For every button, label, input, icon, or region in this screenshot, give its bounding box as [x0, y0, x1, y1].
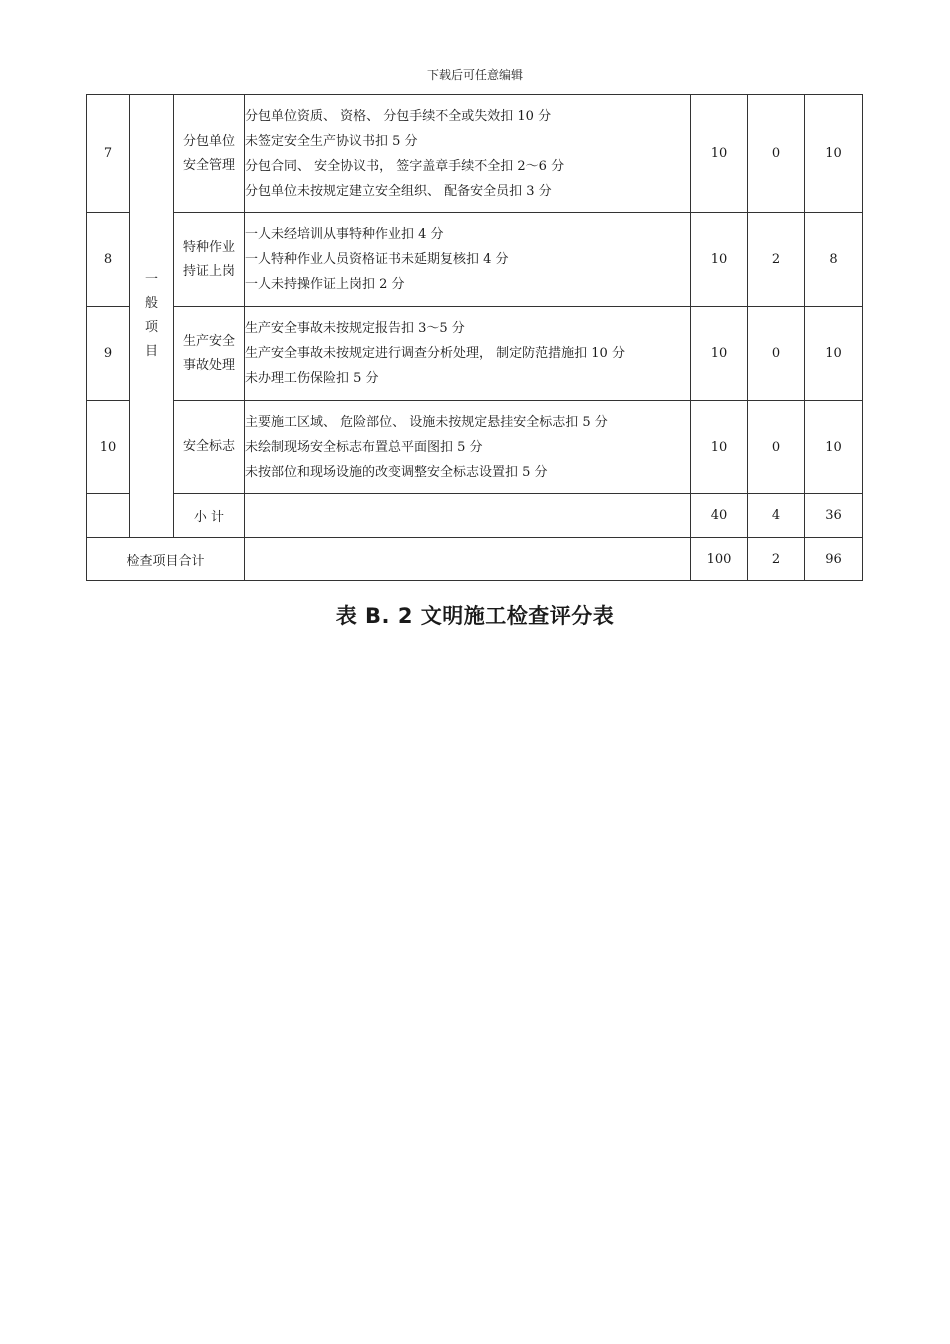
item-name	[174, 95, 245, 213]
deduction-rules	[245, 95, 691, 213]
full-score: 10	[691, 307, 748, 401]
rule-line: 分包单位资质、 资格、 分包手续不全或失效扣 10 分	[245, 108, 552, 124]
table-row	[87, 95, 863, 213]
next-table-title: 表 B. 2 文明施工检查评分表	[335, 604, 615, 628]
deducted-score: 0	[748, 307, 805, 401]
rule-line: 一人未持操作证上岗扣 2 分	[245, 277, 405, 292]
row-number: 9	[87, 307, 130, 401]
deduction-rules	[245, 213, 691, 307]
item-name-line: 安全管理	[182, 157, 235, 173]
category-cell	[130, 95, 174, 538]
subtotal-row	[87, 494, 863, 538]
actual-score: 10	[805, 307, 863, 401]
subtotal-deduct: 4	[748, 494, 805, 538]
rule-line: 未按部位和现场设施的改变调整安全标志设置扣 5 分	[245, 464, 548, 480]
deducted-score: 0	[748, 401, 805, 494]
item-name-line: 分包单位	[182, 133, 235, 149]
item-name-line: 事故处理	[182, 357, 235, 373]
row-number: 8	[87, 213, 130, 307]
item-name: 安全标志	[174, 401, 245, 494]
actual-score: 8	[805, 213, 863, 307]
deducted-score: 0	[748, 95, 805, 213]
subtotal-label: 小 计	[174, 494, 245, 538]
page-header: 下载后可任意编辑	[426, 68, 523, 82]
category-char: 项	[144, 320, 158, 335]
total-full: 100	[691, 538, 748, 581]
score-table	[86, 94, 863, 581]
total-deduct: 2	[748, 538, 805, 581]
deduction-rules	[245, 401, 691, 494]
total-actual: 96	[805, 538, 863, 581]
full-score: 10	[691, 401, 748, 494]
actual-score: 10	[805, 401, 863, 494]
rule-line: 主要施工区域、 危险部位、 设施未按规定悬挂安全标志扣 5 分	[245, 414, 608, 430]
rule-line: 分包单位未按规定建立安全组织、 配备安全员扣 3 分	[245, 183, 552, 199]
subtotal-full: 40	[691, 494, 748, 538]
actual-score: 10	[805, 95, 863, 213]
full-score: 10	[691, 213, 748, 307]
rule-line: 未办理工伤保险扣 5 分	[245, 371, 379, 386]
rule-line: 生产安全事故未按规定报告扣 3～5 分	[245, 321, 465, 336]
category-char: 般	[144, 296, 158, 311]
item-name	[174, 307, 245, 401]
empty-cell	[245, 494, 691, 538]
deduction-rules	[245, 307, 691, 401]
empty-cell	[245, 538, 691, 581]
row-number: 7	[87, 95, 130, 213]
table-row	[87, 307, 863, 401]
table-row	[87, 401, 863, 494]
item-name-line: 生产安全	[182, 333, 235, 349]
item-name-line: 持证上岗	[182, 263, 235, 279]
total-label: 检查项目合计	[87, 538, 245, 581]
empty-cell	[87, 494, 130, 538]
rule-line: 分包合同、 安全协议书， 签字盖章手续不全扣 2～6 分	[245, 158, 565, 174]
rule-line: 一人未经培训从事特种作业扣 4 分	[245, 227, 444, 242]
subtotal-actual: 36	[805, 494, 863, 538]
deducted-score: 2	[748, 213, 805, 307]
item-name-line: 特种作业	[182, 239, 235, 255]
rule-line: 未绘制现场安全标志布置总平面图扣 5 分	[245, 439, 483, 455]
table-row	[87, 213, 863, 307]
item-name	[174, 213, 245, 307]
rule-line: 未签定安全生产协议书扣 5 分	[245, 133, 418, 149]
category-char: 一	[144, 272, 158, 287]
total-row	[87, 538, 863, 581]
row-number: 10	[87, 401, 130, 494]
rule-line: 生产安全事故未按规定进行调查分析处理， 制定防范措施扣 10 分	[245, 346, 625, 361]
category-char: 目	[144, 344, 158, 359]
full-score: 10	[691, 95, 748, 213]
rule-line: 一人特种作业人员资格证书未延期复核扣 4 分	[245, 252, 509, 267]
